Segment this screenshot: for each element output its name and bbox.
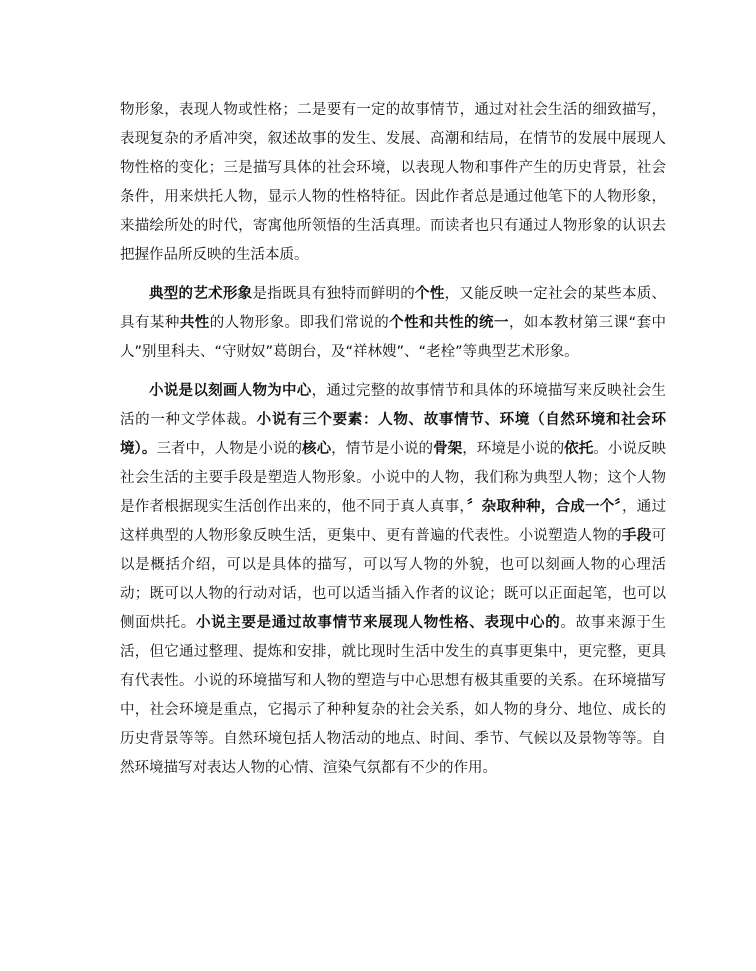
text-segment: ，通过这样典型的人物形象反映生活，更集中、更有普遍的代表性。小说塑造人物的	[120, 499, 667, 544]
bold-text-segment: 典型的艺术形象	[149, 286, 253, 302]
paragraph-2	[120, 280, 666, 367]
paragraph-3	[120, 377, 666, 783]
bold-text-segment: 共性	[179, 315, 210, 331]
text-segment: ，又能反映一定社会的某些本质、具有某种	[120, 286, 667, 331]
bold-text-segment: 依托	[564, 441, 594, 457]
text-segment: ，情节是小说的	[331, 441, 434, 457]
bold-text-segment: 个性	[415, 286, 445, 302]
bold-text-segment: 核心	[302, 441, 332, 457]
text-segment: 是指既具有独特而鲜明的	[252, 286, 416, 302]
document-page	[120, 96, 666, 783]
text-segment: ，如本教材第三课“套中人”别里科夫、“守财奴”葛朗台，及“祥林嫂”、“老栓”等典型艺术形象。	[120, 315, 667, 360]
text-segment: 。故事来源于生活，但它通过整理、提炼和安排，就比现时生活中发生的真事更集中，更完整，更具有代表性。小说的环境描写和人物的塑造与中心思想有极其重要的关系。在环境描写中，社会环境是重点，它揭示了种种复杂的社会关系，如人物的身分、地位、成长的历史背景等等。自然环境包括人物活动的地点、时间、季节、气候以及景物等等。自然环境描写对表达人物的心情、渲染气氛都有不少的作用。	[120, 615, 667, 776]
bold-text-segment: 〞杂取种种，合成一个〞	[466, 499, 622, 515]
text-segment: 。小说反映社会生活的主要手段是塑造人物形象。小说中的人物，我们称为典型人物；这个人物是作者根据现实生活创作出来的，他不同于真人真事，	[120, 441, 667, 515]
text-segment: 可以是概括介绍，可以是具体的描写，可以写人物的外貌，也可以刻画人物的心理活动；既可以人物的行动对话，也可以适当插入作者的议论；既可以正面起笔，也可以侧面烘托。	[120, 528, 667, 631]
text-segment: ，通过完整的故事情节和具体的环境描写来反映社会生活的一种文学体裁。	[120, 383, 667, 428]
bold-text-segment: 手段	[621, 528, 652, 544]
bold-text-segment: 小说主要是通过故事情节来展现人物性格、表现中心的	[195, 615, 561, 631]
text-segment: 三者中，人物是小说的	[156, 441, 303, 457]
bold-text-segment: 小说是以刻画人物为中心	[149, 383, 312, 399]
bold-text-segment: 骨架	[433, 441, 463, 457]
text-segment: 的人物形象。即我们常说的	[209, 315, 390, 331]
bold-text-segment: 小说有三个要素：人物、故事情节、环境（自然环境和社会环境）。	[120, 412, 666, 457]
text-segment: ，环境是小说的	[462, 441, 565, 457]
paragraph-1	[120, 96, 666, 270]
bold-text-segment: 个性和共性的统一	[389, 315, 509, 331]
text-segment: 物形象，表现人物或性格；二是要有一定的故事情节，通过对社会生活的细致描写，表现复杂的矛盾冲突，叙述故事的发生、发展、高潮和结局，在情节的发展中展现人物性格的变化；三是描写具体的社会环境，以表现人物和事件产生的历史背景，社会条件，用来烘托人物，显示人物的性格特征。因此作者总是通过他笔下的人物形象，来描绘所处的时代，寄寓他所领悟的生活真理。而读者也只有通过人物形象的认识去把握作品所反映的生活本质。	[120, 102, 666, 263]
